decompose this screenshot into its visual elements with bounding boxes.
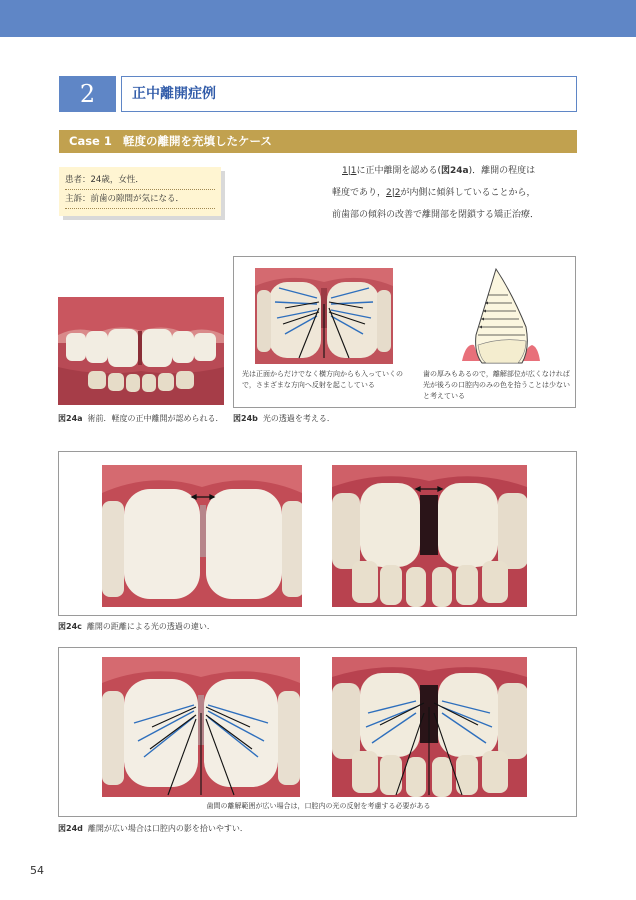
fig-id-24b: 図24b: [233, 414, 258, 423]
patient-line-2: 主訴：前歯の隙間が気になる．: [65, 190, 215, 209]
page-number: 54: [30, 864, 44, 877]
note-24b-right: 歯の厚みもあるので，離解部位が広くなければ光が後ろの口腔内のみの色を拾うことは少ないと考えている: [423, 370, 570, 400]
photo-24d-narrow-gap: [102, 657, 300, 797]
fig-id-24c: 図24c: [58, 622, 82, 631]
patient-info-box: [59, 167, 221, 216]
intro-text: )．離開の程度は: [468, 166, 536, 176]
caption-24c: [58, 620, 577, 633]
fig-ref: 図24a: [441, 166, 469, 176]
photo-24d-wide-gap: [332, 657, 527, 797]
caption-24d: [58, 822, 577, 835]
figure-24d-panel: [58, 647, 577, 817]
intro-text: に正中離開を認める(: [356, 166, 441, 176]
note-24b-left: 光は正面からだけでなく横方向からも入っていくので，さまざまな方向へ反射を起こしている: [242, 370, 403, 389]
chapter-title: 正中離開症例: [132, 86, 216, 102]
intro-text: 軽度であり，: [332, 188, 387, 198]
case-label: Case 1: [69, 134, 112, 148]
photo-24c-narrow-gap: [102, 465, 302, 607]
photo-24c-wide-gap: [332, 465, 527, 607]
top-band: [0, 0, 636, 37]
fig-id-24a: 図24a: [58, 414, 83, 423]
figure-24c-panel: [58, 451, 577, 616]
photo-24b: [255, 268, 393, 364]
intro-paragraph: [332, 160, 577, 226]
tooth-cross-section-diagram: [452, 265, 547, 370]
fig-id-24d: 図24d: [58, 824, 83, 833]
figure-24b-panel: [233, 256, 576, 408]
caption-24a: [58, 412, 228, 425]
case-bar: [59, 130, 577, 153]
tooth-notation: 1|1: [342, 166, 357, 176]
case-title: 軽度の離開を充填したケース: [123, 134, 272, 148]
chapter-title-box: [121, 76, 577, 112]
caption-text-24d: 離開が広い場合は口腔内の影を拾いやすい．: [87, 824, 248, 833]
intro-line-2: [332, 182, 577, 204]
note-24d: 歯間の離解範囲が広い場合は，口腔内の光の反射を考慮する必要がある: [206, 802, 431, 810]
intro-text: が内側に傾斜していることから，: [400, 188, 536, 198]
caption-text-24b: 光の透過を考える．: [262, 414, 335, 423]
caption-text-24c: 離開の距離による光の透過の違い．: [86, 622, 215, 631]
caption-text-24a: 術前．軽度の正中離開が認められる．: [87, 414, 224, 423]
tooth-notation: 2|2: [386, 188, 401, 198]
chapter-header: [59, 76, 577, 112]
patient-line-1: 患者：24歳，女性．: [65, 171, 215, 190]
caption-24b: [233, 412, 573, 425]
intro-line-1: [332, 160, 577, 182]
intro-line-3: 前歯部の傾斜の改善で離開部を閉鎖する矯正治療．: [332, 210, 540, 220]
chapter-number: 2: [59, 76, 116, 112]
photo-24a: [58, 297, 224, 405]
